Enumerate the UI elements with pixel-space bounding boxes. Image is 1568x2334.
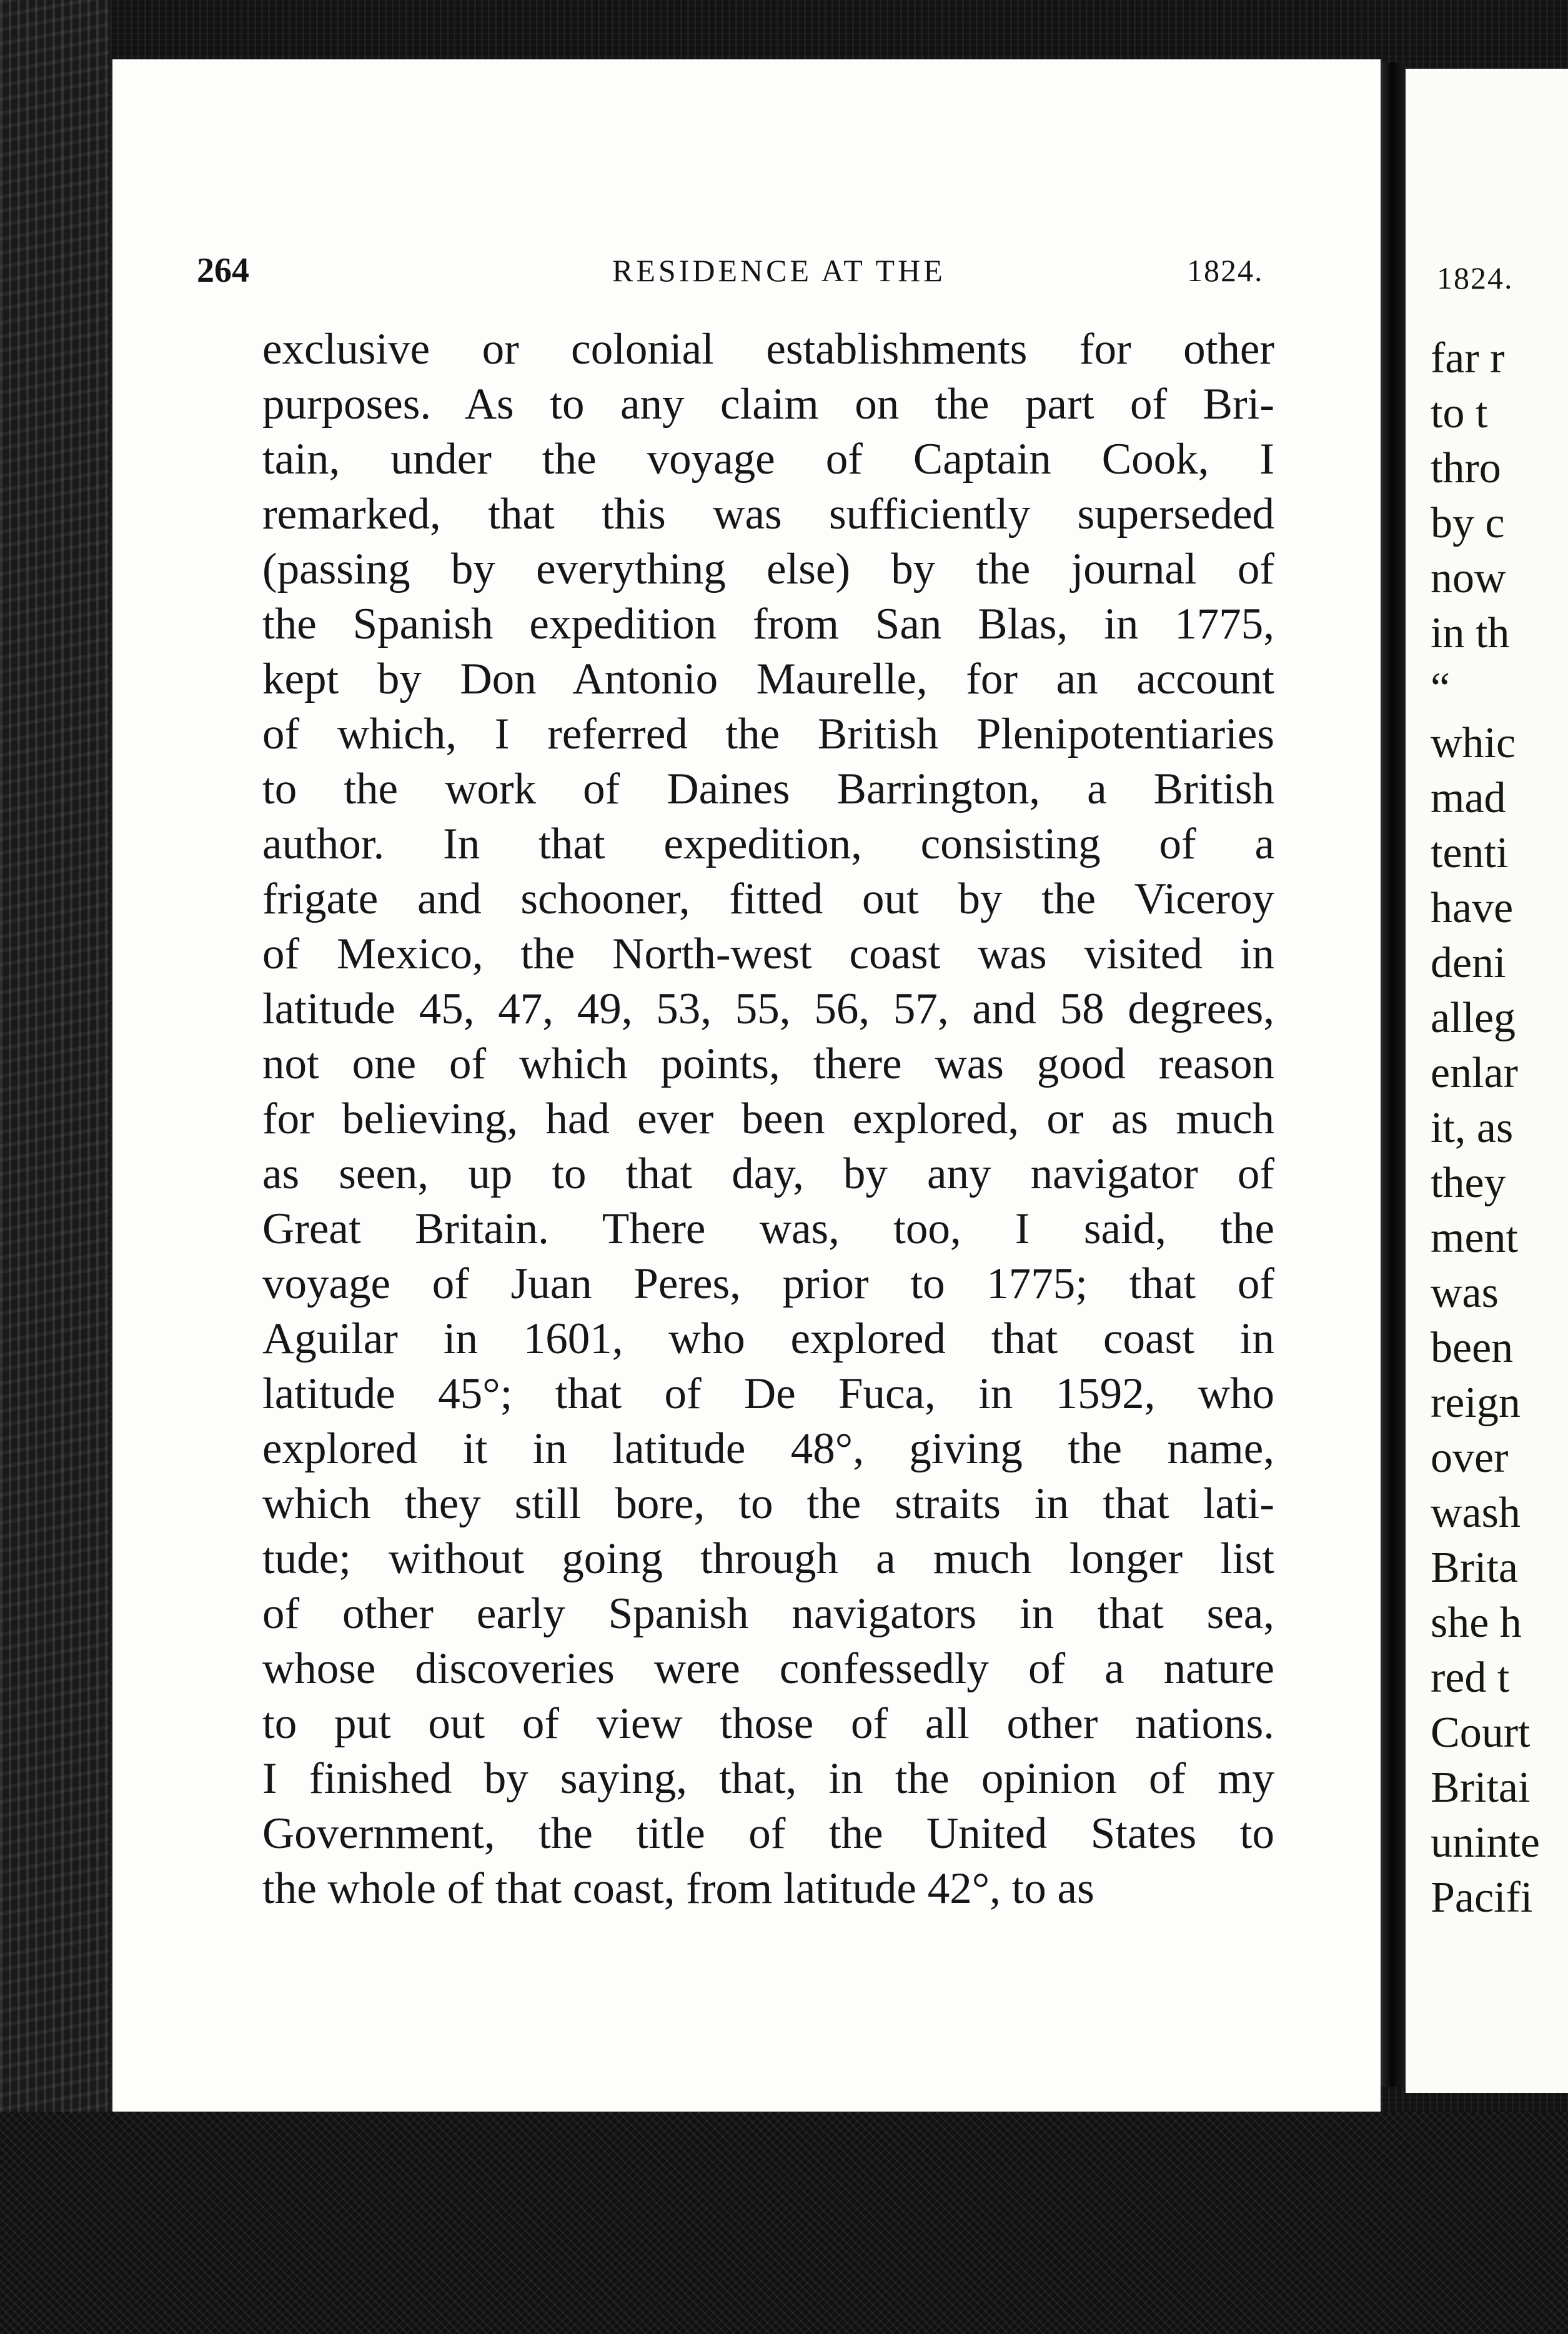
text-line: of Mexico, the North-west coast was visited in (262, 930, 1274, 978)
text-line: purposes. As to any claim on the part of Bri- (262, 380, 1274, 429)
text-fragment: tenti (1431, 829, 1509, 877)
text-line: whose discoveries were confessedly of a nature (262, 1644, 1274, 1693)
text-fragment: been (1431, 1324, 1514, 1372)
text-line: Great Britain. There was, too, I said, the (262, 1204, 1274, 1253)
text-line: for believing, had ever been explored, or as much (262, 1095, 1274, 1143)
text-line: frigate and schooner, fitted out by the Viceroy (262, 875, 1274, 923)
page-gutter (1381, 62, 1406, 2087)
text-fragment: uninte (1431, 1819, 1540, 1867)
text-line: explored it in latitude 48°, giving the name, (262, 1424, 1274, 1473)
text-line: exclusive or colonial establishments for other (262, 325, 1274, 374)
text-line: not one of which points, there was good reason (262, 1040, 1274, 1088)
text-line: Government, the title of the United States to (262, 1809, 1274, 1858)
text-fragment: Court (1431, 1709, 1531, 1757)
text-fragment: now (1431, 554, 1506, 602)
running-year: 1824. (1187, 253, 1264, 288)
text-fragment: it, as (1431, 1104, 1514, 1152)
text-line: which they still bore, to the straits in that lati- (262, 1479, 1274, 1528)
text-fragment: was (1431, 1269, 1499, 1317)
page-number: 264 (197, 251, 249, 290)
text-fragment: ment (1431, 1214, 1518, 1262)
text-fragment: reign (1431, 1379, 1521, 1427)
body-text (262, 322, 1274, 1916)
text-line: the whole of that coast, from latitude 42°, to as (262, 1864, 1094, 1913)
text-fragment: to t (1431, 389, 1488, 437)
text-line: voyage of Juan Peres, prior to 1775; that of (262, 1259, 1274, 1308)
text-fragment: wash (1431, 1489, 1521, 1537)
text-fragment: thro (1431, 444, 1501, 492)
text-line: to the work of Daines Barrington, a British (262, 765, 1274, 813)
text-line: Aguilar in 1601, who explored that coast in (262, 1314, 1274, 1363)
right-page (1406, 69, 1568, 2093)
text-line: latitude 45, 47, 49, 53, 55, 56, 57, and 58 degrees, (262, 985, 1274, 1033)
right-page-text (1431, 331, 1540, 1925)
text-fragment: Britai (1431, 1764, 1531, 1812)
text-line: to put out of view those of all other nations. (262, 1699, 1274, 1748)
text-line: latitude 45°; that of De Fuca, in 1592, who (262, 1369, 1274, 1418)
text-fragment: she h (1431, 1599, 1522, 1647)
text-line: kept by Don Antonio Maurelle, for an account (262, 655, 1274, 703)
text-fragment: red t (1431, 1654, 1510, 1702)
scan-left-edge (0, 0, 109, 2334)
text-fragment: by c (1431, 499, 1505, 547)
text-fragment: deni (1431, 939, 1506, 987)
scan-bottom-edge (0, 2112, 1568, 2334)
text-line: (passing by everything else) by the journal of (262, 545, 1274, 593)
text-fragment: in th (1431, 609, 1510, 657)
running-title: RESIDENCE AT THE (612, 253, 946, 288)
text-line: of other early Spanish navigators in that sea, (262, 1589, 1274, 1638)
text-fragment: far r (1431, 334, 1505, 382)
text-fragment: Brita (1431, 1544, 1518, 1592)
text-fragment: whic (1431, 719, 1516, 767)
text-line: tude; without going through a much longer list (262, 1534, 1274, 1583)
text-line: tain, under the voyage of Captain Cook, I (262, 435, 1274, 484)
text-line: the Spanish expedition from San Blas, in 1775, (262, 600, 1274, 648)
text-line: remarked, that this was sufficiently superseded (262, 490, 1274, 539)
text-line: I finished by saying, that, in the opinion of my (262, 1754, 1274, 1803)
text-fragment: have (1431, 884, 1514, 932)
text-line: as seen, up to that day, by any navigator of (262, 1150, 1274, 1198)
text-fragment: mad (1431, 774, 1506, 822)
text-fragment: over (1431, 1434, 1509, 1482)
text-fragment: Pacifi (1431, 1874, 1533, 1922)
text-line: author. In that expedition, consisting of a (262, 820, 1274, 868)
text-fragment: alleg (1431, 994, 1516, 1042)
text-line: of which, I referred the British Plenipotentiaries (262, 710, 1274, 758)
text-fragment: they (1431, 1159, 1506, 1207)
text-fragment: enlar (1431, 1049, 1518, 1097)
right-running-year: 1824. (1437, 261, 1514, 295)
text-fragment: “ (1431, 664, 1451, 712)
